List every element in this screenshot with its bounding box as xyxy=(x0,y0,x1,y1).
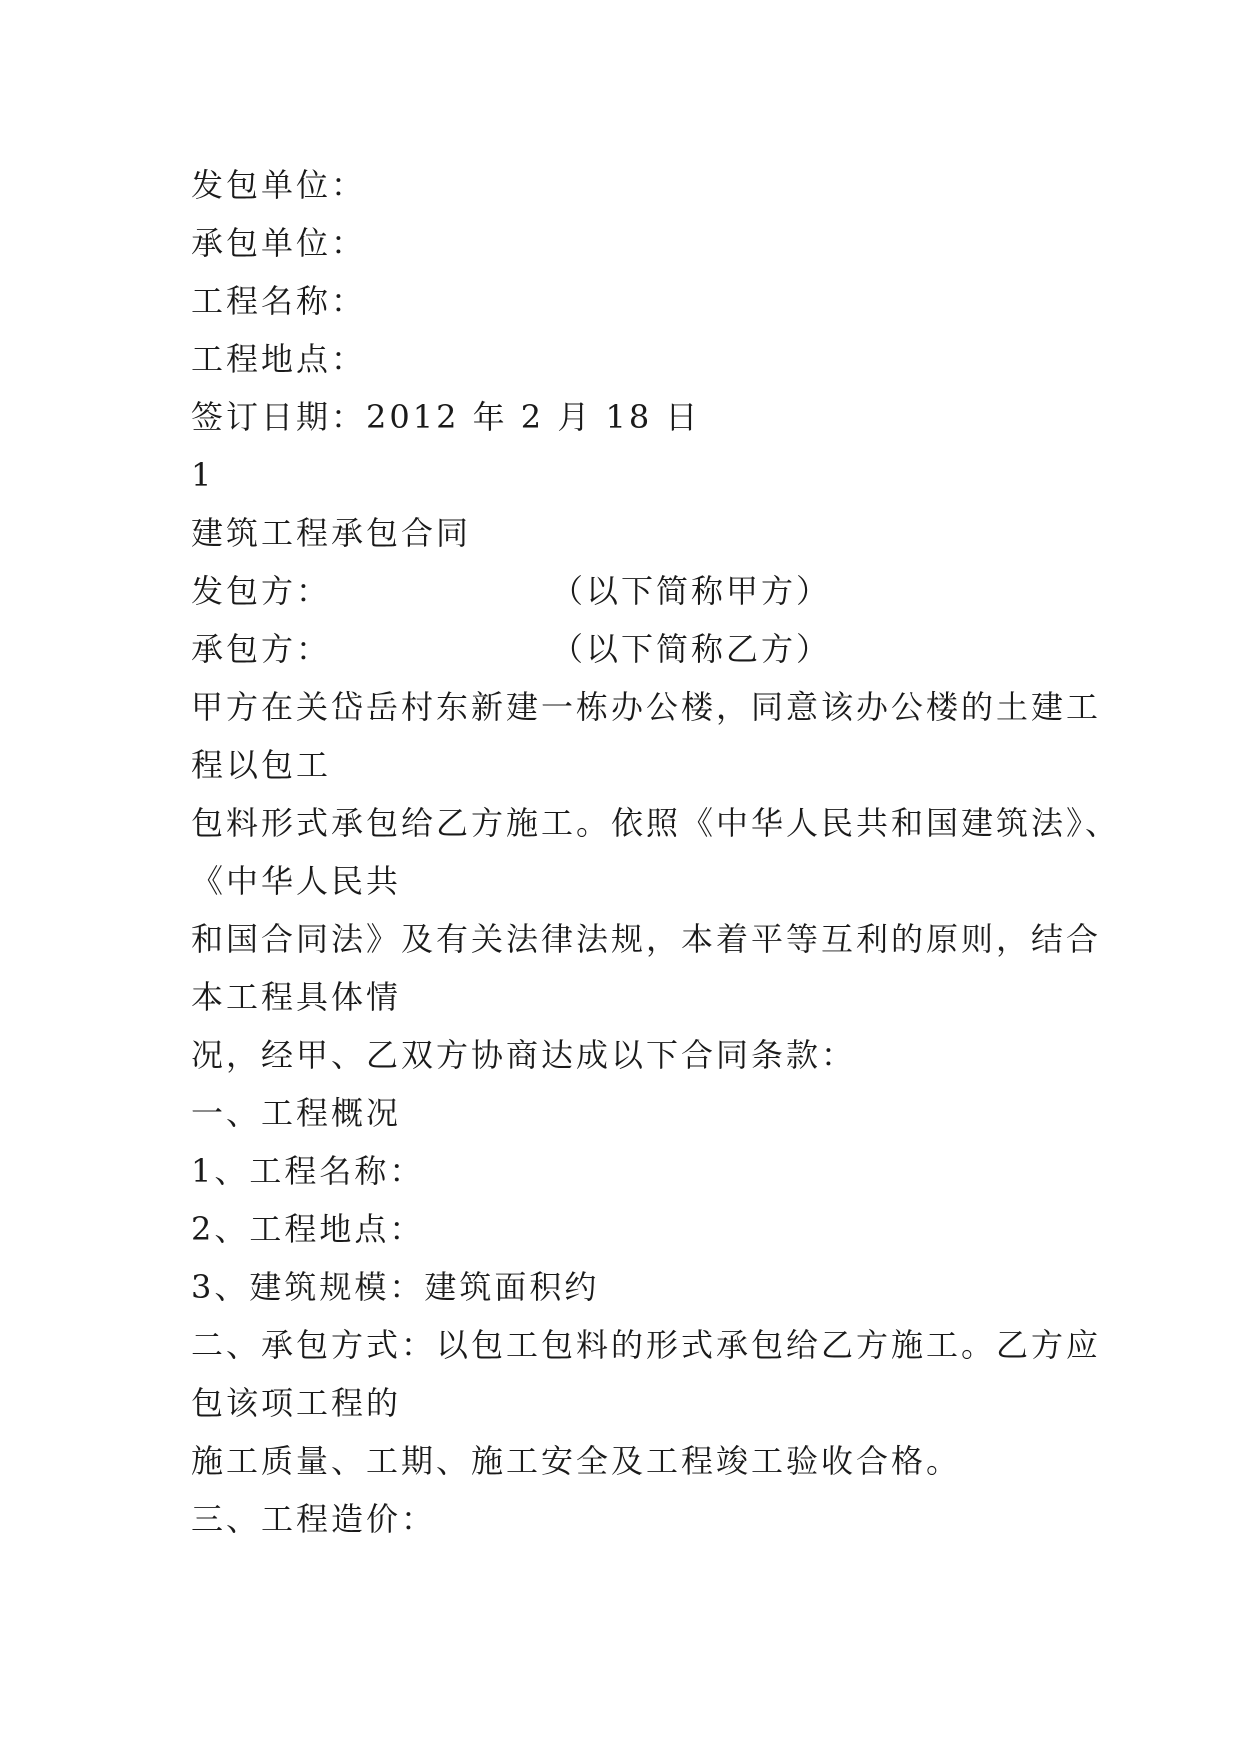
body-line: 包该项工程的 xyxy=(191,1384,402,1422)
party-b-note: （以下简称乙方） xyxy=(551,630,832,668)
body-line: 程以包工 xyxy=(191,746,332,784)
contract-title: 建筑工程承包合同 xyxy=(191,514,472,552)
section-heading: 一、工程概况 xyxy=(191,1094,402,1132)
body-line: 施工质量、工期、施工安全及工程竣工验收合格。 xyxy=(191,1442,962,1480)
party-a-label: 发包方： xyxy=(191,572,332,610)
list-item: 1、工程名称： xyxy=(191,1152,425,1190)
contractor-field: 承包单位： xyxy=(191,224,367,262)
body-line: 和国合同法》及有关法律法规，本着平等互利的原则，结合 xyxy=(191,920,1102,958)
issuer-field: 发包单位： xyxy=(191,166,367,204)
party-b-label: 承包方： xyxy=(191,630,332,668)
list-item: 3、建筑规模：建筑面积约 xyxy=(191,1268,600,1306)
body-line: 况，经甲、乙双方协商达成以下合同条款： xyxy=(191,1036,857,1074)
project-location-field: 工程地点： xyxy=(191,340,367,378)
section-heading: 三、工程造价： xyxy=(191,1500,437,1538)
list-item: 2、工程地点： xyxy=(191,1210,425,1248)
project-name-field: 工程名称： xyxy=(191,282,367,320)
page-number: 1 xyxy=(191,456,215,494)
party-a-note: （以下简称甲方） xyxy=(551,572,832,610)
body-line: 本工程具体情 xyxy=(191,978,402,1016)
signing-date-field: 签订日期：2012 年 2 月 18 日 xyxy=(191,398,701,436)
section-heading: 二、承包方式：以包工包料的形式承包给乙方施工。乙方应 xyxy=(191,1326,1102,1364)
body-line: 甲方在关岱岳村东新建一栋办公楼，同意该办公楼的土建工 xyxy=(191,688,1102,726)
body-line: 包料形式承包给乙方施工。依照《中华人民共和国建筑法》、 xyxy=(191,804,1121,842)
body-line: 《中华人民共 xyxy=(191,862,402,900)
